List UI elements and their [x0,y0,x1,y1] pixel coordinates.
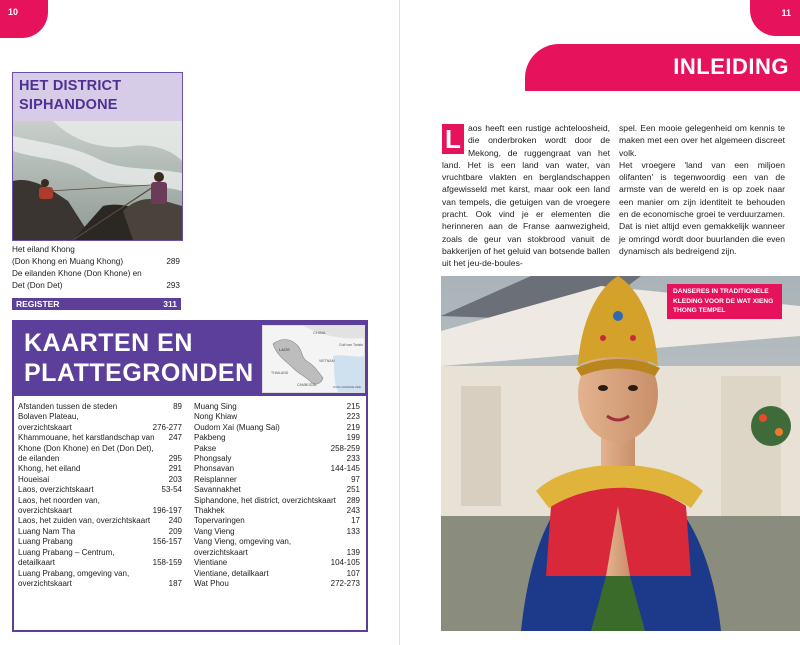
toc-entry[interactable]: Houeisai 203 [18,474,182,484]
page-number-right: 11 [781,8,791,18]
toc-entry[interactable]: Khong, het eiland 291 [18,464,182,474]
toc-entry[interactable]: De eilanden Khone (Don Khone) en Det (Don Det) 293 [12,269,180,290]
toc-entry[interactable]: Het eiland Khong (Don Khong en Muang Khong) 289 [12,245,180,266]
page-number-left: 10 [8,7,19,17]
toc-entry[interactable]: Savannakhet 251 [194,485,360,495]
register-page: 311 [163,299,177,309]
right-page [400,0,800,645]
toc-entry[interactable]: Vang Vieng, omgeving van, overzichtskaart 139 [194,537,360,557]
toc-entry[interactable]: Reisplanner 97 [194,474,360,484]
dropcap: L [442,124,464,154]
toc-entry[interactable]: Khammouane, het karstlandschap van 247 [18,433,182,443]
district-title [13,73,182,121]
map-label: VIETNAM [319,359,335,363]
toc-entry[interactable]: Luang Prabang 156-157 [18,537,182,547]
toc-entry[interactable]: Phongsaly 233 [194,454,360,464]
map-label: ZUID-CHINESE ZEE [333,385,362,389]
maps-title: KAARTEN EN PLATTEGRONDEN [24,329,254,387]
chapter-heading-bar [525,44,800,91]
maps-column-1 [18,402,182,589]
map-label: Gulf van Tonkin [339,343,364,347]
toc-entry[interactable]: Afstanden tussen de steden 89 [18,402,182,411]
toc-entry[interactable]: Laos, overzichtskaart 53-54 [18,485,182,495]
toc-entry[interactable]: Nong Khiaw 223 [194,412,360,422]
toc-entry[interactable]: Vientiane 104-105 [194,558,360,568]
toc-entry[interactable]: Pakse 258-259 [194,443,360,453]
entry-page: 289 [166,257,180,266]
intro-text-column-2: spel. Een mooie gelegenheid om kennis te maken met een over het algemeen discreet volk. Het vroegere 'land van een miljoen olifanten' is tegenwoordig een van de armste van de wereld en is op zoek naar een manier om zijn identiteit te behouden en de economische groei te verduurzamen. Dat is niet altijd even gemakkelijk wanneer je omringd wordt door buurlanden die even dynamisch als bedreigend zijn. [619,123,785,256]
toc-entry[interactable]: Topervaringen 17 [194,516,360,526]
toc-entry[interactable]: Muang Sing 215 [194,402,360,411]
toc-entry[interactable]: Laos, het noorden van, overzichtskaart 196-197 [18,495,182,516]
maps-box [12,320,368,632]
page-number-tab-right [750,0,800,36]
intro-text-column-1: L aos heeft een rustige achteloosheid, die onderbroken wordt door de Mekong, de ruggengraat van het land. Het is een land van water, van vruchtbare vlakten en berglandschappen afgewisseld met karst, maar ook een land van tempels, die getuigen van de vroegere pracht. Ook vind je er elementen die herinneren aan de Franse aanwezigheid, zoals de geur van stokbrood vanuit de bakkerijen of het geluid van botsende ballen uit het jeu-de-boules- [442,123,610,269]
register-bar[interactable] [12,298,181,310]
toc-entry[interactable]: Bolaven Plateau, overzichtskaart 276-277 [18,412,182,432]
toc-entry[interactable]: Wat Phou 272-273 [194,578,360,588]
toc-entry[interactable]: Vientiane, detailkaart 107 [194,568,360,578]
entry-page: 293 [166,281,180,290]
photo-caption: DANSERES IN TRADITIONELE KLEDING VOOR DE WAT XIENG THONG TEMPEL [667,284,782,319]
toc-entry[interactable]: Luang Prabang – Centrum, detailkaart 158-159 [18,547,182,568]
toc-entry[interactable]: Laos, het zuiden van, overzichtskaart 240 [18,516,182,526]
register-label: REGISTER [16,299,60,309]
district-title-line1: HET DISTRICT [19,78,122,94]
district-title-line2: SIPHANDONE [19,97,118,113]
page-number-tab-left [0,0,48,38]
toc-entry[interactable]: Pakbeng 199 [194,433,360,443]
maps-column-2 [194,402,360,589]
toc-entry[interactable]: Vang Vieng 133 [194,526,360,536]
maps-header [14,322,366,396]
toc-entry[interactable]: Siphandone, het district, overzichtskaart 289 [194,495,360,505]
waterfall-fishermen-photo [13,121,182,240]
toc-entry[interactable]: Luang Nam Tha 209 [18,526,182,536]
map-label: THAILAND [271,371,289,375]
toc-entry[interactable]: Luang Prabang, omgeving van, overzichtskaart 187 [18,568,182,588]
toc-entry[interactable]: Khone (Don Khone) en Det (Don Det), de eilanden 295 [18,443,182,464]
toc-entry[interactable]: Oudom Xai (Muang Sai) 219 [194,422,360,432]
chapter-heading: INLEIDING [673,54,789,79]
district-entries [12,244,180,292]
map-label: CHINA [313,330,326,335]
map-label: LAOS [279,347,290,352]
toc-entry[interactable]: Thakhek 243 [194,506,360,516]
dancer-photo [441,276,800,631]
map-label: CAMBODJA [297,383,317,387]
laos-inset-map [262,325,365,393]
district-siphandone-box [12,72,183,241]
toc-entry[interactable]: Phonsavan 144-145 [194,464,360,474]
